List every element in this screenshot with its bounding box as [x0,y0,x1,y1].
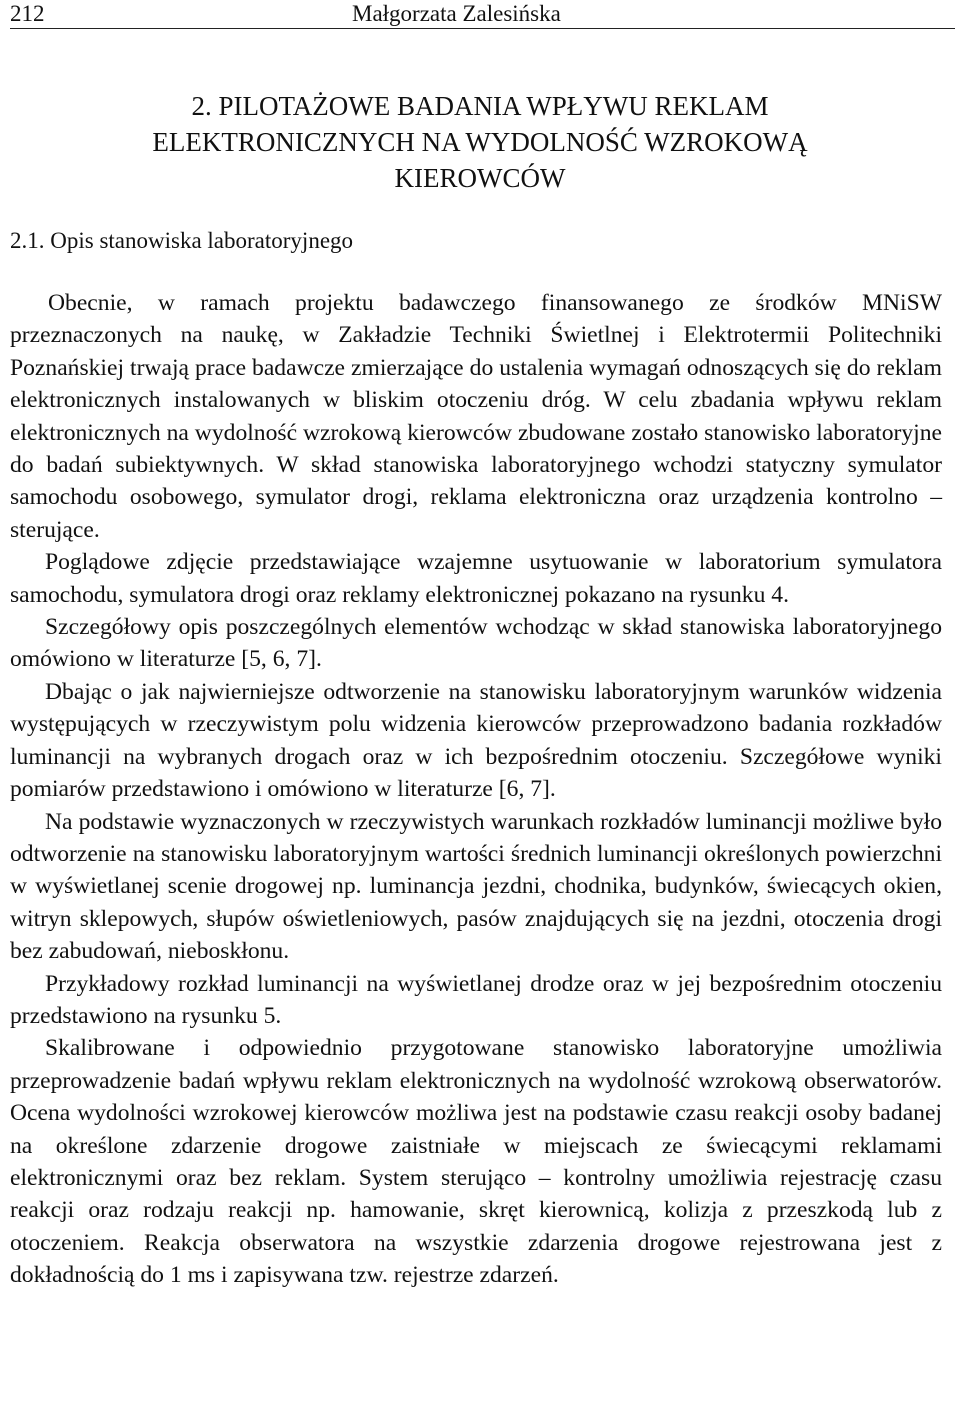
paragraph: Poglądowe zdjęcie przedstawiające wzajemne usytuowanie w laboratorium symulatora samochodu, symulatora drogi oraz reklamy elektronicznej pokazano na rysunku 4. [10,549,942,608]
section-title: 2.1. Opis stanowiska laboratoryjnego [10,228,354,253]
paragraph: Skalibrowane i odpowiednio przygotowane stanowisko laboratoryjne umożliwia przeprowadzenie badań wpływu reklam elektronicznych na wydolność wzrokową obserwatorów. Ocena wydolności wzrokowej kierowców możliwa jest na podstawie czasu reakcji osoby badanej na określone zdarzenie drogowe zaistniałe w miejscach ze świecącymi reklamami elektronicznymi oraz bez reklam. System sterująco – kontrolny umożliwia rejestrację czasu reakcji oraz rodzaju reakcji np. hamowanie, skręt kierownicą, kolizja z przeszkodą lub z otoczeniem. Reakcja obserwatora na wszystkie zdarzenia drogowe rejestrowana jest z dokładnością do 1 ms i zapisywana tzw. rejestrze zdarzeń. [10,1035,942,1289]
running-head [10,0,955,29]
body-text [10,287,942,1292]
paragraph: Obecnie, w ramach projektu badawczego finansowanego ze środków MNiSW przeznaczonych na naukę, w Zakładzie Techniki Świetlnej i Elektrotermii Politechniki Poznańskiej trwają prace badawcze zmierzające do ustalenia wymagań odnoszących się do reklam elektronicznych instalowanych w bliskim otoczeniu dróg. W celu zbadania wpływu reklam elektronicznych na wydolność wzrokową kierowców zbudowane zostało stanowisko laboratoryjne do badań subiektywnych. W skład stanowiska laboratoryjnego wchodzi statyczny symulator samochodu osobowego, symulator drogi, reklama elektroniczna oraz urządzenia kontrolno – sterujące. [10,290,942,543]
running-head-author: Małgorzata Zalesińska [352,1,561,26]
paragraph: Szczegółowy opis poszczególnych elementów wchodząc w skład stanowiska laboratoryjnego omówiono w literaturze [5, 6, 7]. [10,614,942,673]
paragraph: Na podstawie wyznaczonych w rzeczywistych warunkach rozkładów luminancji możliwe było odtworzenie na stanowisku laboratoryjnym wartości średnich luminancji określonych powierzchni w wyświetlanej scenie drogowej np. luminancja jezdni, chodnika, budynków, świecących okien, witryn sklepowych, słupów oświetleniowych, pasów znajdujących się na jezdni, otoczenia drogi bez zabudowań, nieboskłonu. [10,808,942,965]
chapter-title: 2. PILOTAŻOWE BADANIA WPŁYWU REKLAM ELEKTRONICZNYCH NA WYDOLNOŚĆ WZROKOWĄ KIEROWCÓW [152,91,808,193]
paragraph: Przykładowy rozkład luminancji na wyświetlanej drodze oraz w jej bezpośrednim otoczeniu przedstawiono na rysunku 5. [10,970,942,1029]
paragraph: Dbając o jak najwierniejsze odtworzenie na stanowisku laboratoryjnym warunków widzenia występujących w rzeczywistym polu widzenia kierowców przeprowadzono badania rozkładów luminancji na wybranych drogach oraz w ich bezpośrednim otoczeniu. Szczegółowe wyniki pomiarów przedstawiono i omówiono w literaturze [6, 7]. [10,678,942,803]
page-number: 212 [10,1,45,26]
